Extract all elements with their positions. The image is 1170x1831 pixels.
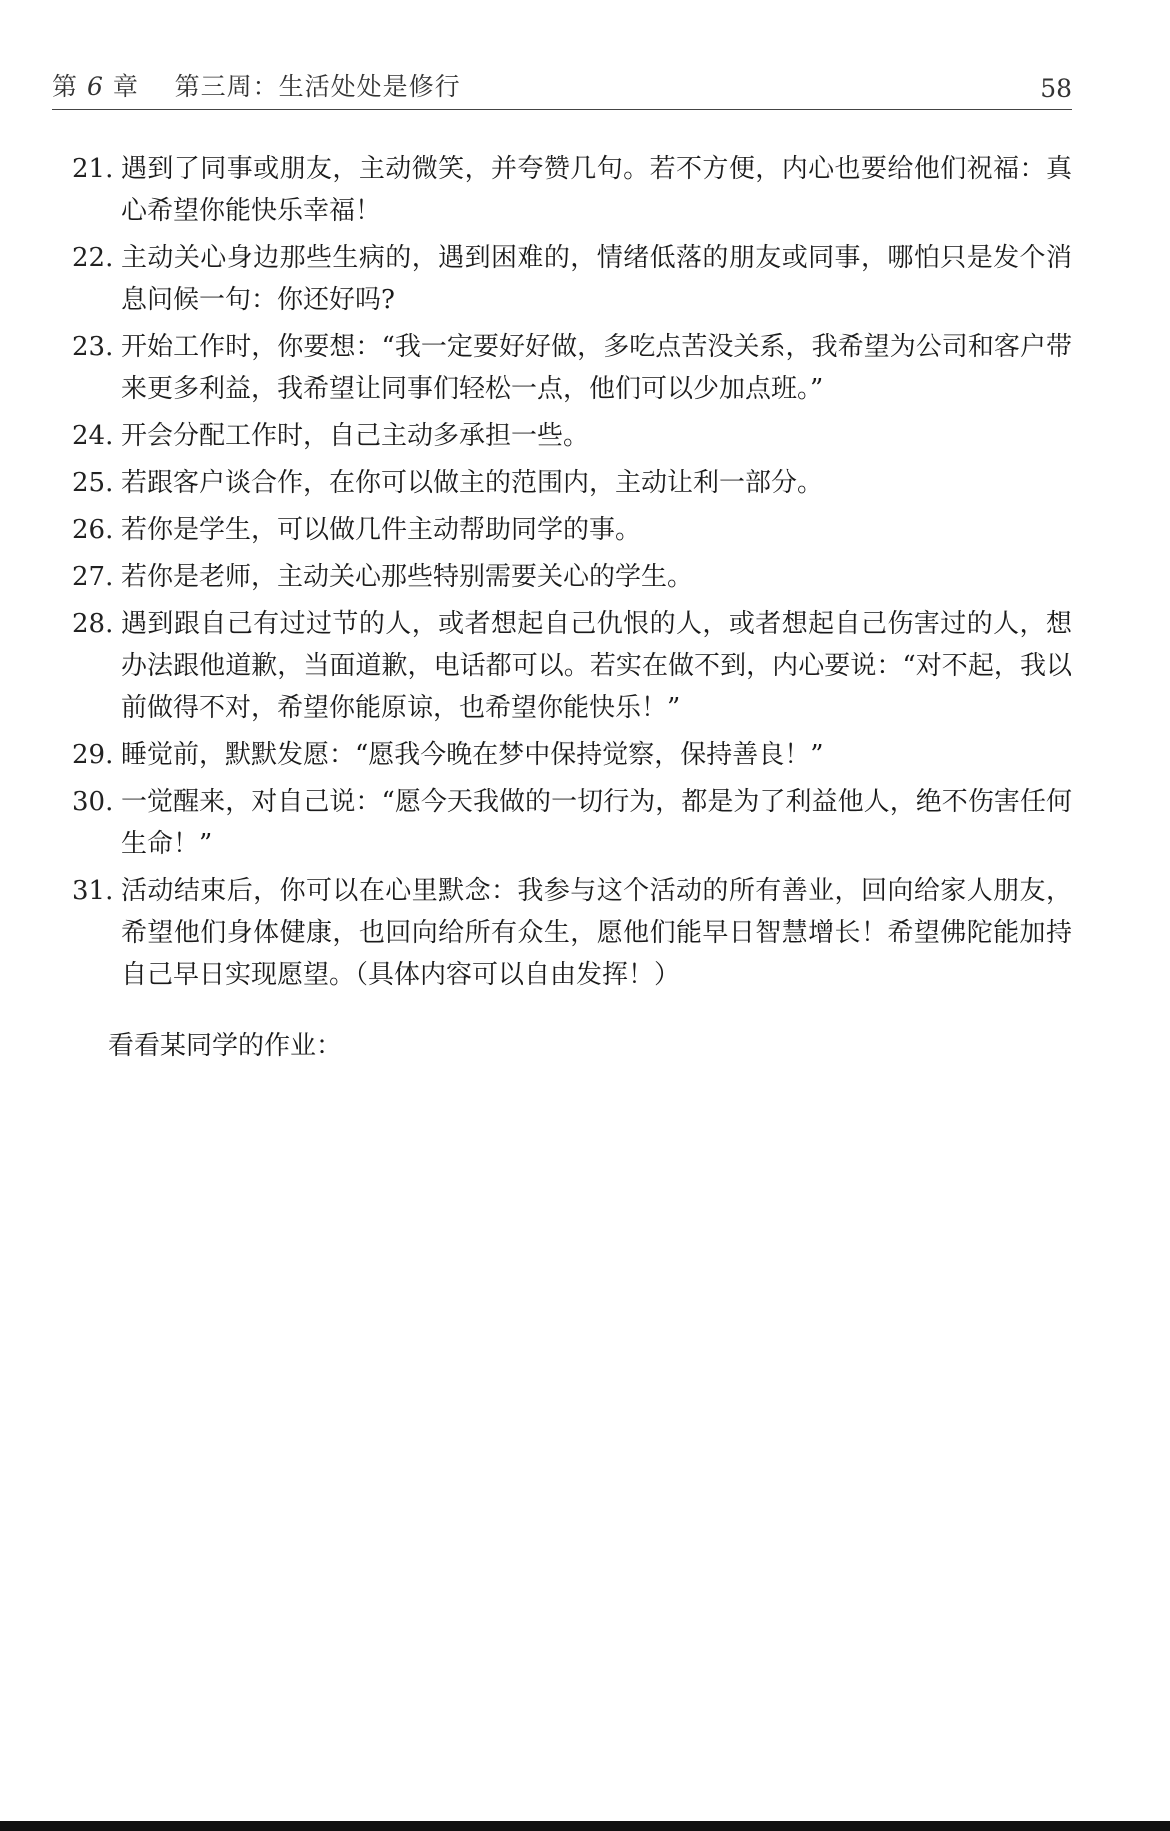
item-text: 若你是老师，主动关心那些特别需要关心的学生。	[121, 562, 694, 592]
list-item	[72, 237, 1072, 321]
item-number: 28.	[72, 609, 114, 639]
chapter-suffix: 章	[112, 72, 139, 101]
list-item	[72, 734, 1072, 776]
section-title: 第三周：生活处处是修行	[174, 72, 461, 101]
item-text: 主动关心身边那些生病的，遇到困难的，情绪低落的朋友或同事，哪怕只是发个消息问候一句：你还好吗?	[121, 243, 1072, 315]
item-number: 31.	[72, 876, 114, 906]
list-item	[72, 556, 1072, 598]
item-number: 21.	[72, 154, 114, 184]
item-text: 开始工作时，你要想：“我一定要好好做，多吃点苦没关系，我希望为公司和客户带来更多利益，我希望让同事们轻松一点，他们可以少加点班。”	[121, 332, 1072, 404]
item-text: 活动结束后，你可以在心里默念：我参与这个活动的所有善业，回向给家人朋友，希望他们身体健康，也回向给所有众生，愿他们能早日智慧增长！希望佛陀能加持自己早日实现愿望。（具体内容可以自由发挥！）	[121, 876, 1072, 990]
item-text: 若跟客户谈合作，在你可以做主的范围内，主动让利一部分。	[121, 468, 824, 498]
list-item	[72, 148, 1072, 232]
homework-lead-text: 看看某同学的作业：	[108, 1031, 343, 1061]
running-header	[52, 70, 1072, 110]
item-text: 开会分配工作时，自己主动多承担一些。	[121, 421, 590, 451]
item-number: 26.	[72, 515, 114, 545]
item-text: 一觉醒来，对自己说：“愿今天我做的一切行为，都是为了利益他人，绝不伤害任何生命！”	[121, 787, 1072, 859]
page-number: 58	[1040, 74, 1072, 103]
list-item	[72, 509, 1072, 551]
item-text: 遇到了同事或朋友，主动微笑，并夸赞几句。若不方便，内心也要给他们祝福：真心希望你能快乐幸福！	[121, 154, 1072, 226]
item-text: 遇到跟自己有过过节的人，或者想起自己仇恨的人，或者想起自己伤害过的人，想办法跟他道歉，当面道歉，电话都可以。若实在做不到，内心要说：“对不起，我以前做得不对，希望你能原谅，也希望你能快乐！”	[121, 609, 1072, 723]
item-number: 22.	[72, 243, 114, 273]
item-number: 27.	[72, 562, 114, 592]
item-text: 若你是学生，可以做几件主动帮助同学的事。	[121, 515, 642, 545]
chapter-prefix: 第	[52, 72, 79, 101]
item-text: 睡觉前，默默发愿：“愿我今晚在梦中保持觉察，保持善良！”	[121, 740, 824, 770]
list-item	[72, 415, 1072, 457]
chapter-heading	[52, 67, 461, 103]
item-number: 24.	[72, 421, 114, 451]
action-list	[72, 148, 1072, 1001]
list-item	[72, 603, 1072, 729]
item-number: 29.	[72, 740, 114, 770]
list-item	[72, 326, 1072, 410]
bottom-edge-divider	[0, 1821, 1170, 1831]
item-number: 30.	[72, 787, 114, 817]
chapter-number: 6	[86, 72, 104, 101]
item-number: 25.	[72, 468, 114, 498]
item-number: 23.	[72, 332, 114, 362]
list-item	[72, 870, 1072, 996]
list-item	[72, 462, 1072, 504]
list-item	[72, 781, 1072, 865]
